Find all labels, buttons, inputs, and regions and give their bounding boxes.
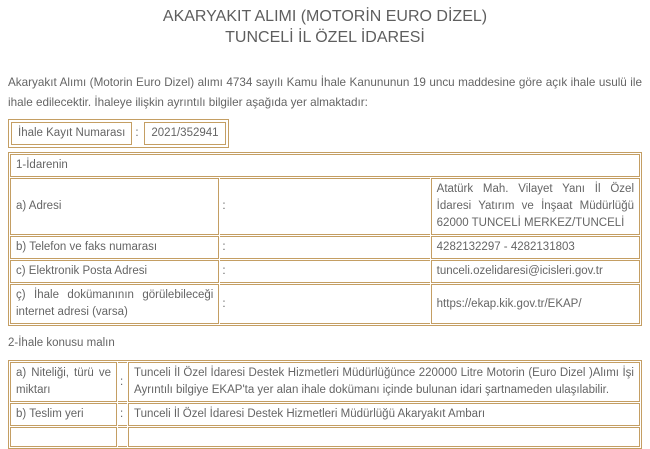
row-label: a) Adresi [10, 178, 219, 235]
row-value [128, 427, 640, 447]
row-label: b) Teslim yeri [10, 403, 117, 426]
section1-header: 1-İdarenin [10, 154, 640, 177]
ikn-row [11, 122, 226, 145]
page-title-line-2: TUNCELİ İL ÖZEL İDARESİ [225, 29, 425, 46]
row-value: https://ekap.kik.gov.tr/EKAP/ [431, 284, 640, 324]
colon-separator: : [118, 403, 127, 426]
colon-separator: : [220, 236, 429, 259]
tender-announcement-document [0, 6, 650, 449]
colon-separator: : [135, 127, 139, 139]
row-label: b) Telefon ve faks numarası [10, 236, 219, 259]
ihale-konusu-table [8, 360, 642, 449]
row-label [10, 427, 117, 447]
section2-header: 2-İhale konusu malın [8, 337, 115, 349]
colon-separator: : [220, 284, 429, 324]
row-label: c) Elektronik Posta Adresi [10, 260, 219, 283]
table-row-cutoff [10, 427, 640, 447]
table-row-adres [10, 178, 640, 235]
page-title [8, 6, 642, 48]
row-value: 4282132297 - 4282131803 [431, 236, 640, 259]
section1-header-row [10, 154, 640, 177]
ikn-table [8, 119, 229, 148]
table-row-internet-adresi [10, 284, 640, 324]
row-value: Atatürk Mah. Vilayet Yanı İl Özel İdaresi Yatırım ve İnşaat Müdürlüğü 62000 TUNCELİ MERKEZ/TUNCELİ [431, 178, 640, 235]
table-row-nitelik [10, 362, 640, 402]
table-row-teslim-yeri [10, 403, 640, 426]
page-title-line-1: AKARYAKIT ALIMI (MOTORİN EURO DİZEL) [162, 8, 488, 25]
row-value: Tunceli İl Özel İdaresi Destek Hizmetleri Müdürlüğünce 220000 Litre Motorin (Euro Dizel )Alımı İşi Ayrıntılı bilgiye EKAP'ta yer alan ihale dokümanı içinde bulunan idari şartnameden ulaşılabilir. [128, 362, 640, 402]
ikn-value: 2021/352941 [144, 122, 225, 145]
colon-separator: : [118, 362, 127, 402]
row-label: ç) İhale dokümanının görülebileceği internet adresi (varsa) [10, 284, 219, 324]
row-value: Tunceli İl Özel İdaresi Destek Hizmetleri Müdürlüğü Akaryakıt Ambarı [128, 403, 640, 426]
table-row-eposta [10, 260, 640, 283]
colon-separator: : [220, 260, 429, 283]
idare-info-table [8, 152, 642, 326]
colon-separator [118, 427, 127, 447]
row-value: tunceli.ozelidaresi@icisleri.gov.tr [431, 260, 640, 283]
ikn-label: İhale Kayıt Numarası [11, 122, 132, 145]
row-label: a) Niteliği, türü ve miktarı [10, 362, 117, 402]
colon-separator: : [220, 178, 429, 235]
table-row-telefon [10, 236, 640, 259]
intro-paragraph: Akaryakıt Alımı (Motorin Euro Dizel) alımı 4734 sayılı Kamu İhale Kanununun 19 uncu maddesine göre açık ihale usulü ile ihale edilecektir. İhaleye ilişkin ayrıntılı bilgiler aşağıda yer almaktadır: [8, 76, 642, 109]
